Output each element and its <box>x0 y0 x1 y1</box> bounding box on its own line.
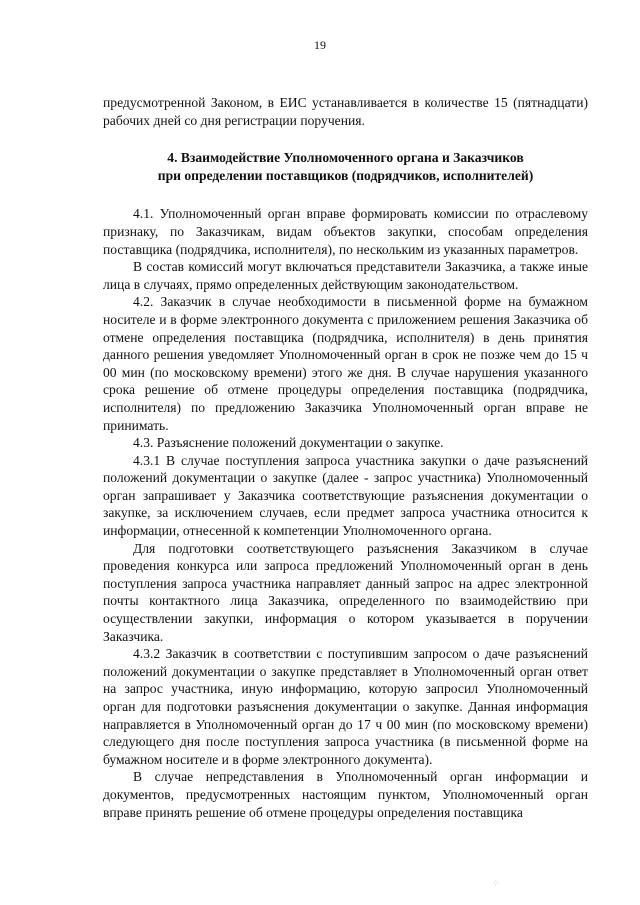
page-number: 19 <box>314 38 326 52</box>
section-heading <box>103 149 588 184</box>
document-body <box>103 94 588 821</box>
section-heading-line2: при определении поставщиков (подрядчиков, исполнителей) <box>157 167 534 183</box>
paragraph-4-3-1: 4.3.1 В случае поступления запроса участника закупки о даче разъяснений положений документации о закупке (далее - запрос участника) Уполномоченный орган запрашивает у Заказчика соответствующие разъяснения документации о закупке, за исключением случаев, если предмет запроса участника относится к информации, отнесенной к компетенции Уполномоченного органа. <box>103 452 588 539</box>
section-heading-line1: 4. Взаимодействие Уполномоченного органа и Заказчиков <box>167 150 524 166</box>
paragraph-4-3: 4.3. Разъяснение положений документации о закупке. <box>133 435 444 451</box>
paragraph-4-3-2: 4.3.2 Заказчик в соответствии с поступившим запросом о даче разъяснений положений документации о закупке представляет в Уполномоченный орган ответ на запрос участника, иную информацию, которую запросил Уполномоченный орган для подготовки разъяснения документации о закупке. Данная информация направляется в Уполномоченный орган до 17 ч 00 мин (по московскому времени) следующего дня после поступления запроса участника (в письменной форме на бумажном носителе и в форме электронного документа). <box>103 646 588 767</box>
scan-artifact-icon: ⁘ <box>492 878 500 888</box>
paragraph-non-submission: В случае непредставления в Уполномоченный орган информации и документов, предусмотренных настоящим пунктом, Уполномоченный орган вправе принять решение об отмене процедуры определения поставщика <box>103 769 588 820</box>
paragraph-4-2: 4.2. Заказчик в случае необходимости в письменной форме на бумажном носителе и в форме электронного документа с приложением решения Заказчика об отмене определения поставщика (подрядчика, исполнителя) в день принятия данного решения уведомляет Уполномоченный орган в срок не позже чем до 15 ч 00 мин (по московскому времени) этого же дня. В случае нарушения указанного срока решение об отмене процедуры определения поставщика (подрядчика, исполнителя) по предложению Заказчика Уполномоченный орган вправе не принимать. <box>103 294 588 433</box>
paragraph-4-1: 4.1. Уполномоченный орган вправе формировать комиссии по отраслевому признаку, по Заказчикам, видам объектов закупки, способам определения поставщика (подрядчика, исполнителя), по нескольким из указанных параметров. <box>103 206 588 257</box>
paragraph-clarification-prep: Для подготовки соответствующего разъяснения Заказчиком в случае проведения конкурса или запроса предложений Уполномоченный орган в день поступления запроса участника направляет данный запрос на адрес электронной почты контактного лица Заказчика, определенного по взаимодействию при осуществлении закупки, информация о котором указывается в поручении Заказчика. <box>103 540 588 644</box>
paragraph-commission-members: В состав комиссий могут включаться представители Заказчика, а также иные лица в случаях, прямо определенных действующим законодательством. <box>103 259 588 292</box>
intro-paragraph: предусмотренной Законом, в ЕИС устанавливается в количестве 15 (пятнадцати) рабочих дней со дня регистрации поручения. <box>103 95 588 128</box>
